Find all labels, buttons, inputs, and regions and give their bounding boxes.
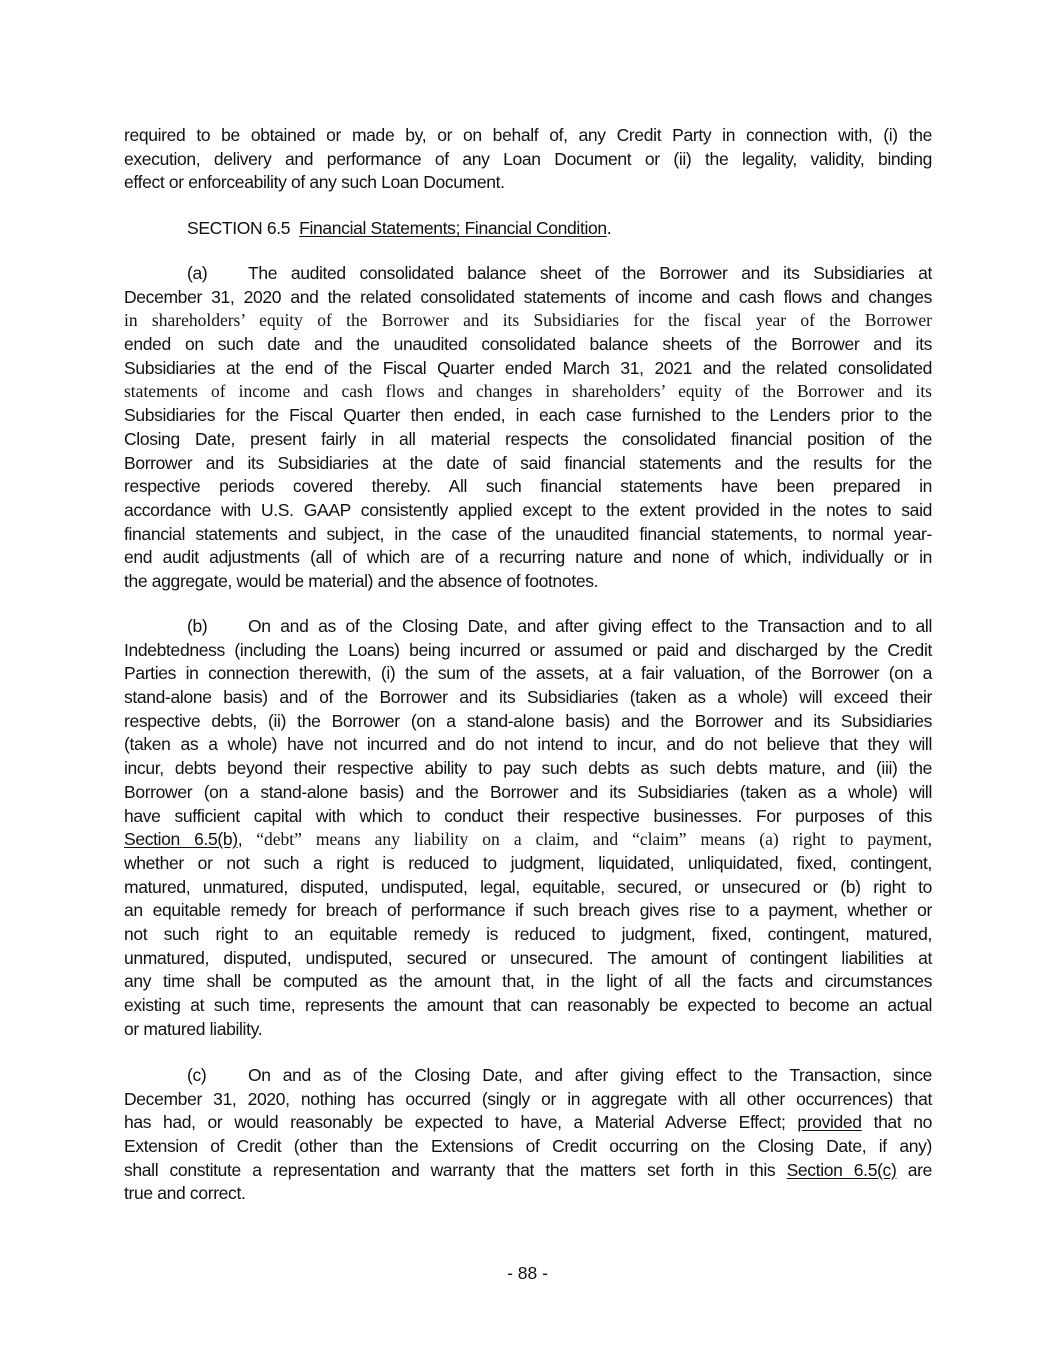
- text-line: whether or not such a right is reduced to judgment, liquidated, unliquidated, fixed, contingent,: [124, 852, 932, 873]
- text-line: Borrower (on a stand-alone basis) and the Borrower and its Subsidiaries (taken as a whole) will: [124, 781, 932, 802]
- paragraph-b: [124, 615, 932, 1041]
- text-line: Parties in connection therewith, (i) the sum of the assets, at a fair valuation, of the Borrower (on a: [124, 663, 932, 684]
- section-6-5-c-link[interactable]: Section 6.5(c): [786, 1159, 897, 1180]
- paragraph-label: (b): [187, 616, 208, 636]
- text-line: unmatured, disputed, undisputed, secured or unsecured. The amount of contingent liabilities at: [124, 947, 932, 968]
- text-line: not such right to an equitable remedy is reduced to judgment, fixed, contingent, matured,: [124, 923, 932, 944]
- paragraph-c: [124, 1064, 932, 1206]
- provided-term: provided: [797, 1112, 862, 1133]
- text-line: Extension of Credit (other than the Extensions of Credit occurring on the Closing Date, if any): [124, 1136, 932, 1157]
- text-line: an equitable remedy for breach of performance if such breach gives rise to a payment, whether or: [124, 900, 932, 921]
- text-line: have sufficient capital with which to conduct their respective businesses. For purposes of this: [124, 805, 932, 826]
- text-line: (taken as a whole) have not incurred and do not intend to incur, and do not believe that they will: [124, 734, 932, 755]
- text-line: existing at such time, represents the amount that can reasonably be expected to become an actual: [124, 995, 932, 1015]
- text-line: in shareholders’ equity of the Borrower and its Subsidiaries for the fiscal year of the Borrower: [124, 310, 932, 331]
- text-line: ended on such date and the unaudited consolidated balance sheets of the Borrower and its: [124, 334, 932, 355]
- text-line: shall constitute a representation and warranty that the matters set forth in this Section 6.5(c) are: [124, 1159, 932, 1180]
- section-heading: [124, 217, 932, 241]
- paragraph-label: (a): [187, 263, 208, 283]
- section-title: Financial Statements; Financial Condition: [299, 218, 607, 238]
- section-number: SECTION 6.5: [187, 218, 291, 238]
- text-line: or matured liability.: [124, 1018, 263, 1039]
- text-line: any time shall be computed as the amount that, in the light of all the facts and circumstances: [124, 971, 932, 992]
- text-line: required to be obtained or made by, or on behalf of, any Credit Party in connection with, (i) the: [124, 125, 932, 145]
- text-line: stand-alone basis) and of the Borrower and its Subsidiaries (taken as a whole) will exceed their: [124, 687, 932, 708]
- text-line: Subsidiaries for the Fiscal Quarter then ended, in each case furnished to the Lenders prior to the: [124, 405, 932, 426]
- text-line: matured, unmatured, disputed, undisputed, legal, equitable, secured, or unsecured or (b) right to: [124, 876, 932, 897]
- text-line: incur, debts beyond their respective ability to pay such debts as such debts mature, and (iii) the: [124, 758, 932, 779]
- text-line: December 31, 2020, nothing has occurred (singly or in aggregate with all other occurrences) that: [124, 1088, 932, 1109]
- text-line: On and as of the Closing Date, and after giving effect to the Transaction, since: [248, 1065, 932, 1085]
- text-line: execution, delivery and performance of any Loan Document or (ii) the legality, validity, binding: [124, 148, 932, 169]
- text-line: Borrower and its Subsidiaries at the date of said financial statements and the results for the: [124, 452, 932, 473]
- text-line: has had, or would reasonably be expected to have, a Material Adverse Effect; provided that no: [124, 1112, 932, 1133]
- text-line: Indebtedness (including the Loans) being incurred or assumed or paid and discharged by the Credit: [124, 639, 932, 660]
- paragraph-a: [124, 262, 932, 594]
- paragraph-label: (c): [187, 1065, 207, 1085]
- text-line: Subsidiaries at the end of the Fiscal Quarter ended March 31, 2021 and the related consolidated: [124, 357, 932, 378]
- text-line: true and correct.: [124, 1183, 246, 1204]
- text-line: On and as of the Closing Date, and after giving effect to the Transaction and to all: [248, 616, 932, 636]
- intro-paragraph: [124, 124, 932, 195]
- text-line: respective periods covered thereby. All such financial statements have been prepared in: [124, 476, 932, 497]
- text-line: The audited consolidated balance sheet of the Borrower and its Subsidiaries at: [248, 263, 932, 283]
- text-line: effect or enforceability of any such Loan Document.: [124, 172, 505, 193]
- page-number: - 88 -: [507, 1263, 548, 1283]
- text-line: accordance with U.S. GAAP consistently applied except to the extent provided in the notes to said: [124, 499, 932, 520]
- text-line: statements of income and cash flows and changes in shareholders’ equity of the Borrower and its: [124, 381, 932, 402]
- section-title-suffix: .: [606, 218, 612, 238]
- text-line: Closing Date, present fairly in all material respects the consolidated financial position of the: [124, 428, 932, 449]
- text-line: respective debts, (ii) the Borrower (on a stand-alone basis) and the Borrower and its Subsidiaries: [124, 710, 932, 731]
- text-line: Section 6.5(b), “debt” means any liability on a claim, and “claim” means (a) right to payment,: [124, 829, 932, 850]
- text-line: the aggregate, would be material) and the absence of footnotes.: [124, 570, 599, 591]
- section-6-5-b-link[interactable]: Section 6.5(b): [124, 829, 238, 850]
- text-line: December 31, 2020 and the related consolidated statements of income and cash flows and changes: [124, 286, 932, 307]
- text-line: end audit adjustments (all of which are of a recurring nature and none of which, individually or in: [124, 547, 932, 568]
- text-line: financial statements and subject, in the case of the unaudited financial statements, to normal year-: [124, 523, 932, 544]
